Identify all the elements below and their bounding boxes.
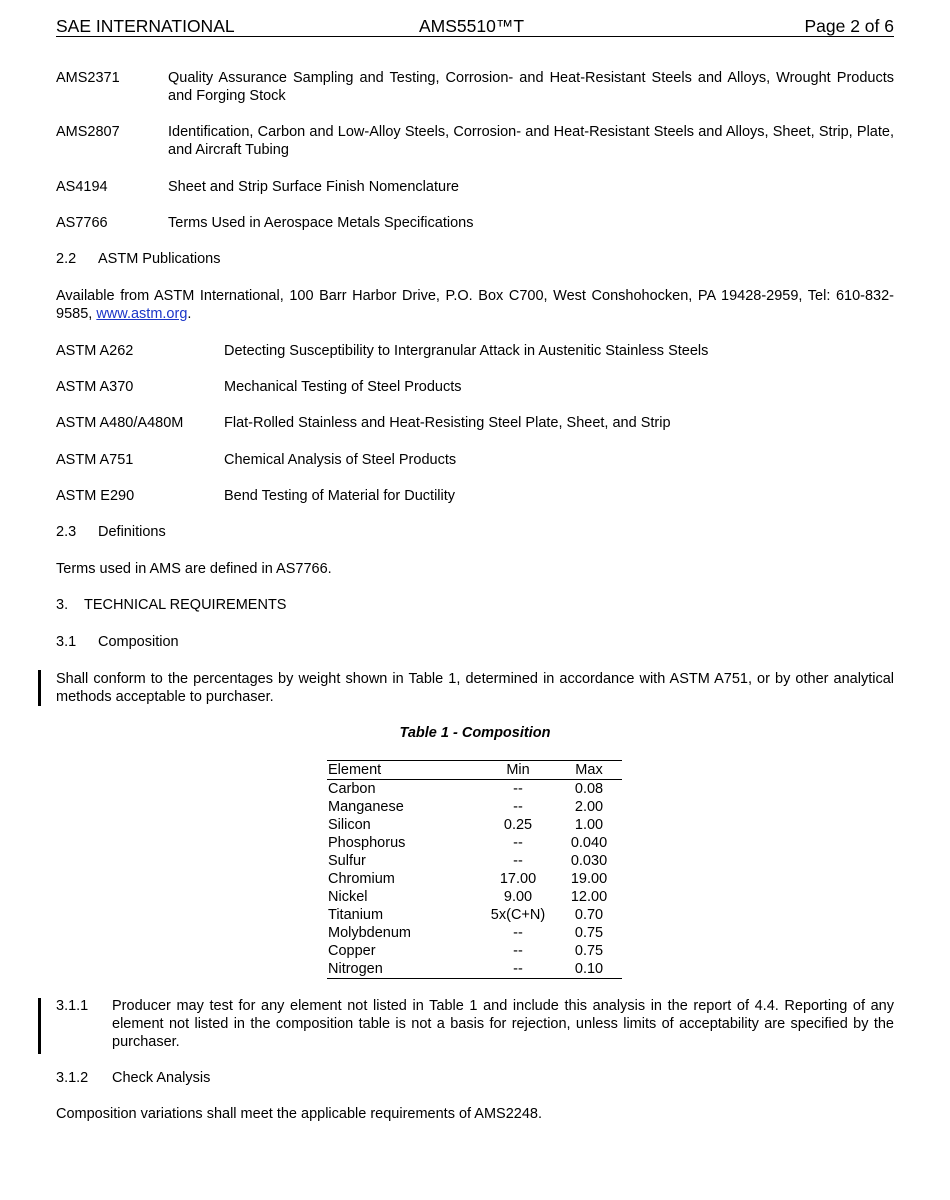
section-3-1-1-paragraph	[56, 997, 894, 1051]
section-number: 2.3	[56, 524, 77, 540]
section-number: 3.	[56, 597, 69, 613]
max-cell: 1.00	[574, 817, 604, 833]
reference-ams2371	[56, 69, 894, 105]
reference-title: Flat-Rolled Stainless and Heat-Resisting Steel Plate, Sheet, and Strip	[224, 415, 671, 431]
section-2-3-heading	[56, 523, 894, 541]
element-cell: Nitrogen	[327, 960, 480, 979]
section-title: Check Analysis	[112, 1070, 211, 1086]
reference-astm-a262	[56, 342, 894, 360]
reference-code: ASTM A480/A480M	[56, 415, 184, 431]
table-row	[327, 924, 622, 942]
element-cell: Sulfur	[328, 853, 366, 869]
section-number: 2.2	[56, 251, 77, 267]
table-row	[327, 870, 622, 888]
table-row	[327, 906, 622, 924]
max-cell: 0.08	[574, 781, 604, 797]
section-3-1-2-heading	[56, 1069, 894, 1087]
section-text: Producer may test for any element not listed in Table 1 and include this analysis in the report of 4.4. Reporting of any element not listed in the composition table is not a basis for rejection, unless limits of acceptability are specified by the purchaser.	[112, 998, 894, 1050]
element-cell: Chromium	[328, 871, 395, 887]
section-number: 3.1.1	[56, 998, 89, 1014]
column-header-min: Min	[480, 761, 556, 780]
change-bar	[38, 998, 41, 1054]
min-cell: --	[513, 781, 523, 797]
column-header-max: Max	[556, 761, 622, 780]
element-cell: Carbon	[328, 781, 376, 797]
reference-title: Bend Testing of Material for Ductility	[224, 488, 456, 504]
availability-text: Available from ASTM International, 100 Barr Harbor Drive, P.O. Box C700, West Conshohocken, PA 19428-2959, Tel: 610-832-9585,	[56, 288, 894, 322]
section-title: ASTM Publications	[98, 251, 221, 267]
check-analysis-paragraph	[56, 1105, 894, 1123]
reference-astm-a751	[56, 451, 894, 469]
reference-code: ASTM A751	[56, 452, 134, 468]
definitions-text: Terms used in AMS are defined in AS7766.	[56, 561, 332, 577]
reference-title: Detecting Susceptibility to Intergranular Attack in Austenitic Stainless Steels	[224, 343, 709, 359]
reference-code: AMS2371	[56, 70, 120, 86]
max-cell: 0.040	[570, 835, 608, 851]
table-header-row	[327, 761, 622, 780]
element-cell: Titanium	[328, 907, 384, 923]
element-cell: Molybdenum	[328, 925, 412, 941]
reference-title: Mechanical Testing of Steel Products	[224, 379, 462, 395]
table-row	[327, 834, 622, 852]
max-cell: 0.75	[574, 925, 604, 941]
max-cell: 0.10	[556, 960, 622, 979]
table-row	[327, 888, 622, 906]
composition-table	[327, 760, 622, 979]
definitions-paragraph	[56, 560, 894, 578]
min-cell: --	[480, 960, 556, 979]
reference-code: AS7766	[56, 215, 108, 231]
min-cell: --	[513, 835, 523, 851]
table-row	[327, 960, 622, 979]
min-cell: 17.00	[499, 871, 537, 887]
element-cell: Phosphorus	[328, 835, 406, 851]
reference-title: Sheet and Strip Surface Finish Nomenclature	[168, 179, 459, 195]
min-cell: --	[513, 799, 523, 815]
table-row	[327, 942, 622, 960]
astm-availability-paragraph	[56, 287, 894, 323]
reference-ams2807	[56, 123, 894, 159]
reference-astm-a370	[56, 378, 894, 396]
section-number: 3.1.2	[56, 1070, 89, 1086]
reference-code: AMS2807	[56, 124, 120, 140]
reference-as4194	[56, 178, 894, 196]
composition-paragraph	[56, 670, 894, 706]
reference-code: ASTM A262	[56, 343, 134, 359]
reference-astm-a480	[56, 414, 894, 432]
header-org: SAE INTERNATIONAL	[56, 16, 235, 36]
table-title: Table 1 - Composition	[399, 725, 551, 741]
max-cell: 0.75	[574, 943, 604, 959]
header-doc-id: AMS5510™T	[419, 16, 525, 36]
element-cell: Copper	[328, 943, 376, 959]
reference-code: AS4194	[56, 179, 108, 195]
min-cell: 0.25	[503, 817, 533, 833]
astm-website-link[interactable]: www.astm.org	[96, 306, 188, 322]
section-number: 3.1	[56, 634, 77, 650]
table-row	[327, 798, 622, 816]
reference-code: ASTM E290	[56, 488, 135, 504]
element-cell: Nickel	[328, 889, 368, 905]
header-page-number: Page 2 of 6	[804, 16, 894, 36]
max-cell: 12.00	[570, 889, 608, 905]
reference-code: ASTM A370	[56, 379, 134, 395]
reference-title: Quality Assurance Sampling and Testing, Corrosion- and Heat-Resistant Steels and Alloys, Wrought Products and Forging Stock	[168, 70, 894, 104]
min-cell: --	[513, 943, 523, 959]
check-analysis-text: Composition variations shall meet the applicable requirements of AMS2248.	[56, 1106, 543, 1122]
max-cell: 0.70	[574, 907, 604, 923]
max-cell: 19.00	[570, 871, 608, 887]
section-title: Definitions	[98, 524, 166, 540]
composition-text: Shall conform to the percentages by weight shown in Table 1, determined in accordance with ASTM A751, or by other analytical methods acceptable to purchaser.	[56, 671, 894, 705]
reference-title: Terms Used in Aerospace Metals Specifications	[168, 215, 474, 231]
max-cell: 0.030	[570, 853, 608, 869]
min-cell: 9.00	[503, 889, 533, 905]
section-2-2-heading	[56, 250, 894, 268]
section-3-heading	[56, 596, 894, 614]
min-cell: --	[513, 853, 523, 869]
reference-title: Identification, Carbon and Low-Alloy Steels, Corrosion- and Heat-Resistant Steels and Alloys, Sheet, Strip, Plate, and Aircraft Tubing	[168, 124, 894, 158]
max-cell: 2.00	[574, 799, 604, 815]
element-cell: Silicon	[328, 817, 371, 833]
change-bar	[38, 670, 41, 706]
section-title: Composition	[98, 634, 179, 650]
reference-title: Chemical Analysis of Steel Products	[224, 452, 457, 468]
table-row	[327, 780, 622, 799]
column-header-element: Element	[327, 761, 480, 780]
reference-astm-e290	[56, 487, 894, 505]
min-cell: 5x(C+N)	[490, 907, 546, 923]
section-3-1-heading	[56, 633, 894, 651]
table-row	[327, 852, 622, 870]
element-cell: Manganese	[328, 799, 404, 815]
table-row	[327, 816, 622, 834]
min-cell: --	[513, 925, 523, 941]
page-header	[56, 16, 894, 37]
reference-as7766	[56, 214, 894, 232]
link-period: .	[187, 306, 192, 322]
section-title: TECHNICAL REQUIREMENTS	[84, 597, 287, 613]
